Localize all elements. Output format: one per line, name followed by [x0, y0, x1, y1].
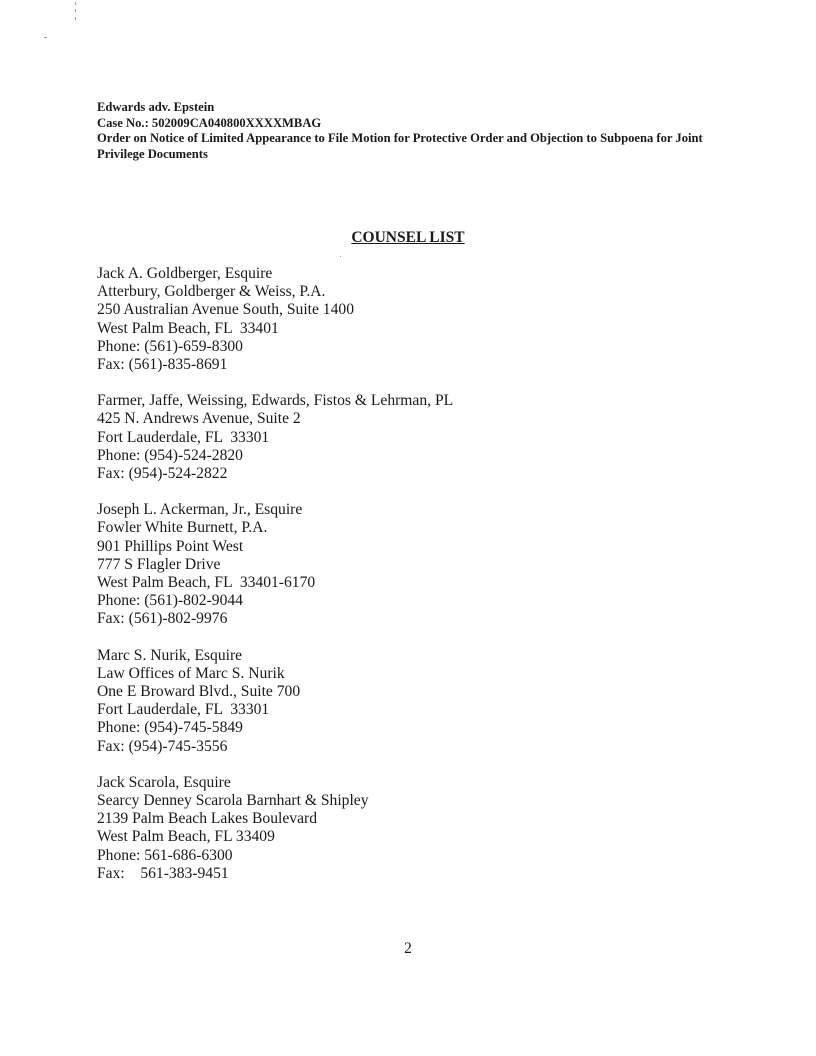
counsel-line: Phone: (954)-745-5849 — [97, 719, 243, 737]
counsel-entry-nurik — [97, 647, 737, 756]
counsel-line: Phone: (954)-524-2820 — [97, 446, 243, 464]
scan-speck — [75, 9, 76, 12]
counsel-line: West Palm Beach, FL 33401-6170 — [97, 574, 316, 592]
counsel-line: Fax: (954)-524-2822 — [97, 465, 228, 483]
counsel-entry-scarola — [97, 774, 737, 883]
counsel-line: West Palm Beach, FL 33409 — [97, 828, 275, 846]
counsel-line: 901 Phillips Point West — [97, 537, 244, 555]
counsel-line: Searcy Denney Scarola Barnhart & Shipley — [97, 792, 369, 810]
counsel-line: Law Offices of Marc S. Nurik — [97, 664, 285, 682]
scan-speck — [75, 17, 76, 20]
counsel-line: Joseph L. Ackerman, Jr., Esquire — [97, 501, 303, 519]
counsel-line: Fort Lauderdale, FL 33301 — [97, 701, 270, 719]
counsel-line: Phone: (561)-802-9044 — [97, 592, 243, 610]
case-caption: Edwards adv. Epstein — [97, 100, 215, 114]
scan-speck — [44, 37, 47, 38]
counsel-line: Marc S. Nurik, Esquire — [97, 646, 243, 664]
counsel-list-title: COUNSEL LIST — [351, 229, 465, 246]
counsel-line: Phone: 561-686-6300 — [97, 846, 233, 864]
counsel-list-title-wrap — [0, 229, 816, 247]
scan-speck — [75, 2, 76, 5]
counsel-list — [97, 265, 737, 901]
counsel-line: Fowler White Burnett, P.A. — [97, 519, 268, 537]
counsel-line: West Palm Beach, FL 33401 — [97, 319, 279, 337]
counsel-entry-ackerman — [97, 501, 737, 628]
counsel-line: Farmer, Jaffe, Weissing, Edwards, Fistos & Lehrman, PL — [97, 392, 454, 410]
document-header — [97, 100, 737, 162]
counsel-line: 425 N. Andrews Avenue, Suite 2 — [97, 410, 301, 428]
case-number: Case No.: 502009CA040800XXXXMBAG — [97, 115, 322, 130]
counsel-line: 777 S Flagler Drive — [97, 555, 221, 573]
counsel-line: Jack A. Goldberger, Esquire — [97, 265, 273, 282]
counsel-line: Fax: (561)-835-8691 — [97, 356, 228, 374]
counsel-line: Phone: (561)-659-8300 — [97, 337, 243, 355]
counsel-entry-farmer-jaffe — [97, 392, 737, 483]
counsel-line: Atterbury, Goldberger & Weiss, P.A. — [97, 283, 326, 301]
counsel-line: Fax: (561)-802-9976 — [97, 610, 228, 628]
counsel-line: Fort Lauderdale, FL 33301 — [97, 428, 270, 446]
order-title: Order on Notice of Limited Appearance to File Motion for Protective Order and Objection to Subpoena for Joint Privilege Documents — [97, 131, 703, 161]
scan-speck — [340, 256, 341, 257]
page-number: 2 — [404, 940, 412, 957]
counsel-line: Jack Scarola, Esquire — [97, 773, 231, 791]
counsel-entry-goldberger — [97, 265, 737, 374]
counsel-line: Fax: 561-383-9451 — [97, 864, 229, 882]
counsel-line: 250 Australian Avenue South, Suite 1400 — [97, 301, 354, 319]
counsel-line: One E Broward Blvd., Suite 700 — [97, 683, 301, 701]
counsel-line: 2139 Palm Beach Lakes Boulevard — [97, 810, 317, 828]
counsel-line: Fax: (954)-745-3556 — [97, 737, 228, 755]
